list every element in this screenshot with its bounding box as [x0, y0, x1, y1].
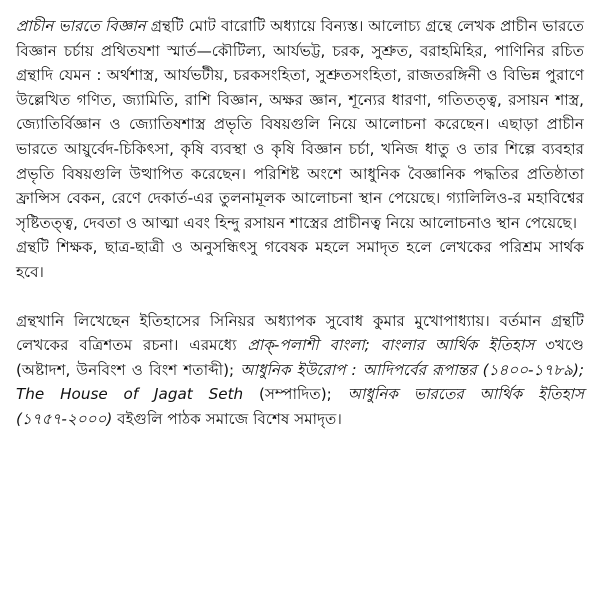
author-book-1: প্রাক্-পলাশী বাংলা; — [247, 336, 370, 355]
author-book-4: The House of Jagat Seth — [16, 385, 244, 404]
author-text-5: (সম্পাদিত); — [243, 385, 348, 404]
author-text-3: ৩খণ্ডে (অষ্টাদশ, উনবিংশ ও বিংশ শতাব্দী); — [16, 336, 584, 379]
closing-paragraph — [16, 235, 584, 284]
book-title: প্রাচীন ভারতে বিজ্ঞান — [16, 17, 146, 35]
author-book-2: বাংলার আর্থিক ইতিহাস — [380, 336, 535, 355]
author-book-3: আধুনিক ইউরোপ : আদিপর্বের রূপান্তর (১৪০০-১৭৮৯); — [240, 360, 585, 379]
author-book-5: আধুনিক ভারতের আর্থিক ইতিহাস (১৭৫৭-২০০০) — [16, 385, 584, 428]
author-text-6: বইগুলি পাঠক সমাজে বিশেষ সমাদৃত। — [112, 409, 342, 428]
author-text-2 — [370, 336, 381, 354]
author-paragraph — [16, 309, 584, 432]
description-paragraph — [16, 14, 584, 235]
author-text-1: গ্রন্থখানি লিখেছেন ইতিহাসের সিনিয়র অধ্যাপক সুবোধ কুমার মুখোপাধ্যায়। বর্তমান গ্রন্থটি লেখকের বত্রিশতম রচনা। এরমধ্যে — [16, 311, 584, 355]
description-text: গ্রন্থটি মোট বারোটি অধ্যায়ে বিন্যস্ত। আলোচ্য গ্রন্থে লেখক প্রাচীন ভারতে বিজ্ঞান চর্চায় প্রথিতযশা স্মার্ত—কৌটিল্য, আর্যভট্ট, চরক, সুশ্রুত, বরাহমিহির, পাণিনির রচিত গ্রন্থাদি যেমন : অর্থশাস্ত্র, আর্যভটীয়, চরকসংহিতা, সুশ্রুতসংহিতা, রাজতরঙ্গিনী ও বিভিন্ন পুরাণে উল্লেখিত গণিত, জ্যামিতি, রাশি বিজ্ঞান, অক্ষর জ্ঞান, শূন্যের ধারণা, গতিতত্ত্ব, রসায়ন শাস্ত্র, জ্যোতির্বিজ্ঞান ও জ্যোতিষশাস্ত্র প্রভৃতি বিষয়গুলি নিয়ে আলোচনা করেছেন। এছাড়া প্রাচীন ভারতে আয়ুর্বেদ-চিকিৎসা, কৃষি ব্যবস্থা ও কৃষি বিজ্ঞান চর্চা, খনিজ ধাতু ও তার শিল্পে ব্যবহার প্রভৃতি বিষয়গুলি উত্থাপিত করেছেন। পরিশিষ্ট অংশে আধুনিক বৈজ্ঞানিক পদ্ধতির প্রতিষ্ঠাতা ফ্রান্সিস বেকন, রেণে দেকার্ত-এর তুলনামূলক আলোচনা স্থান পেয়েছে। গ্যালিলিও-র মহাবিশ্বের সৃষ্টিতত্ত্ব, দেবতা ও আত্মা এবং হিন্দু রসায়ন শাস্ত্রের প্রাচীনত্ব নিয়ে আলোচনাও স্থান পেয়েছে। — [16, 17, 584, 232]
paragraph-gap — [16, 285, 584, 309]
closing-text: গ্রন্থটি শিক্ষক, ছাত্র-ছাত্রী ও অনুসন্ধিৎসু গবেষক মহলে সমাদৃত হলে লেখকের পরিশ্রম সার্থক হবে। — [16, 238, 584, 281]
